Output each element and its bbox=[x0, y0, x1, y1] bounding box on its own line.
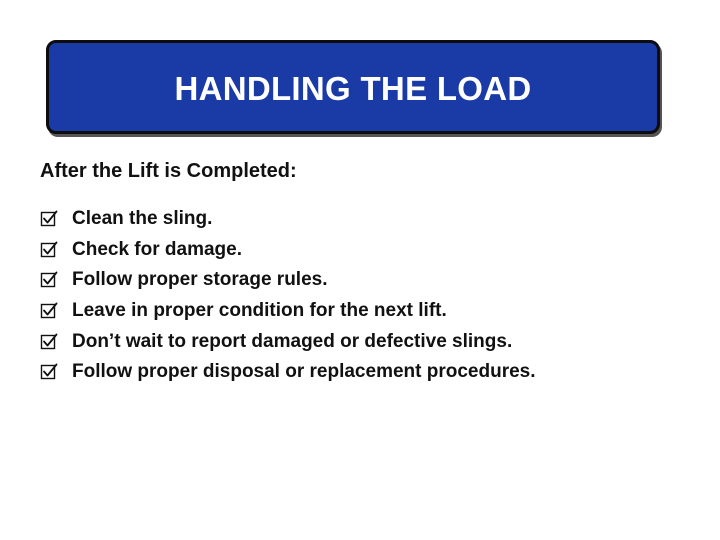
checkbox-checked-icon bbox=[40, 210, 58, 228]
list-item-label: Check for damage. bbox=[72, 238, 242, 260]
list-item bbox=[40, 265, 536, 296]
list-item-label: Don’t wait to report damaged or defective slings. bbox=[72, 330, 513, 352]
list-item bbox=[40, 357, 536, 388]
title-banner bbox=[46, 40, 660, 134]
list-item bbox=[40, 204, 536, 235]
list-item-label: Clean the sling. bbox=[72, 208, 213, 230]
list-item bbox=[40, 296, 536, 327]
section-subheading: After the Lift is Completed: bbox=[40, 160, 297, 182]
page-title: HANDLING THE LOAD bbox=[174, 70, 532, 107]
checkbox-checked-icon bbox=[40, 302, 58, 320]
checkbox-checked-icon bbox=[40, 241, 58, 259]
checkbox-checked-icon bbox=[40, 271, 58, 289]
list-item bbox=[40, 326, 536, 357]
checklist bbox=[40, 204, 536, 388]
list-item bbox=[40, 235, 536, 266]
list-item-label: Leave in proper condition for the next lift. bbox=[72, 300, 447, 322]
checkbox-checked-icon bbox=[40, 333, 58, 351]
list-item-label: Follow proper disposal or replacement procedures. bbox=[72, 361, 536, 383]
checkbox-checked-icon bbox=[40, 363, 58, 381]
list-item-label: Follow proper storage rules. bbox=[72, 269, 328, 291]
